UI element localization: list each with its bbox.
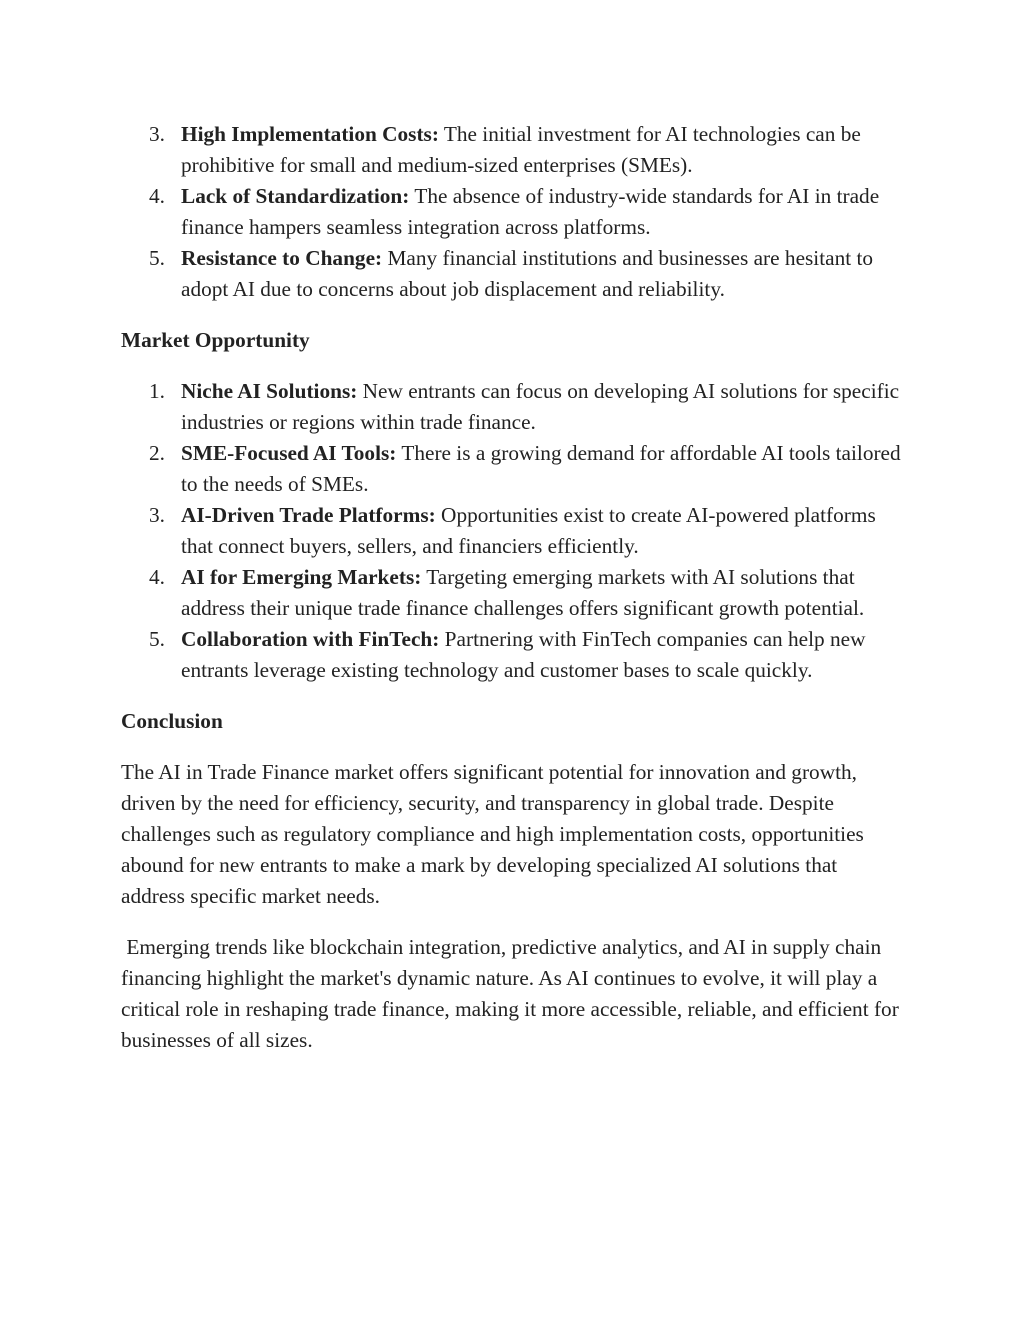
list-term: AI-Driven Trade Platforms: — [181, 503, 436, 527]
conclusion-paragraph: Emerging trends like blockchain integration, predictive analytics, and AI in supply chain financing highlight the market's dynamic nature. As AI continues to evolve, it will play a critical role in reshaping trade finance, making it more accessible, reliable, and efficient for businesses of all sizes. — [121, 935, 899, 1052]
section-heading-conclusion: Conclusion — [121, 709, 223, 733]
list-term: Niche AI Solutions: — [181, 379, 358, 403]
list-item — [121, 243, 904, 305]
list-item — [121, 562, 904, 624]
list-term: SME-Focused AI Tools: — [181, 441, 397, 465]
list-number: 3. — [149, 503, 165, 527]
list-term: Resistance to Change: — [181, 246, 383, 270]
list-item — [121, 438, 904, 500]
list-number: 1. — [149, 379, 165, 403]
list-item — [121, 500, 904, 562]
list-text: Many financial institutions and businesses are hesitant to adopt AI due to concerns about job displacement and reliability. — [181, 246, 874, 301]
list-text: The initial investment for AI technologies can be prohibitive for small and medium-sized enterprises (SMEs). — [181, 122, 861, 177]
list-number: 3. — [149, 122, 165, 146]
list-text: There is a growing demand for affordable AI tools tailored to the needs of SMEs. — [181, 441, 901, 496]
list-text: Opportunities exist to create AI-powered platforms that connect buyers, sellers, and financiers efficiently. — [181, 503, 876, 558]
list-item — [121, 376, 904, 438]
list-term: Collaboration with FinTech: — [181, 627, 440, 651]
list-number: 2. — [149, 441, 165, 465]
conclusion-paragraph: The AI in Trade Finance market offers significant potential for innovation and growth, driven by the need for efficiency, security, and transparency in global trade. Despite challenges such as regulatory compliance and high implementation costs, opportunities abound for new entrants to make a mark by developing specialized AI solutions that address specific market needs. — [121, 760, 864, 908]
list-item — [121, 181, 904, 243]
list-term: Lack of Standardization: — [181, 184, 410, 208]
section-heading-market-opportunity: Market Opportunity — [121, 328, 310, 352]
list-term: High Implementation Costs: — [181, 122, 439, 146]
list-text: New entrants can focus on developing AI solutions for specific industries or regions within trade finance. — [181, 379, 900, 434]
list-number: 4. — [149, 565, 165, 589]
list-item — [121, 119, 904, 181]
list-text: Targeting emerging markets with AI solutions that address their unique trade finance challenges offers significant growth potential. — [181, 565, 865, 620]
list-number: 4. — [149, 184, 165, 208]
list-number: 5. — [149, 246, 165, 270]
list-item — [121, 624, 904, 686]
list-term: AI for Emerging Markets: — [181, 565, 422, 589]
market-opportunity-list — [121, 376, 904, 686]
list-number: 5. — [149, 627, 165, 651]
list-text: Partnering with FinTech companies can help new entrants leverage existing technology and customer bases to scale quickly. — [181, 627, 866, 682]
challenges-list — [121, 119, 904, 305]
list-text: The absence of industry-wide standards for AI in trade finance hampers seamless integration across platforms. — [181, 184, 880, 239]
